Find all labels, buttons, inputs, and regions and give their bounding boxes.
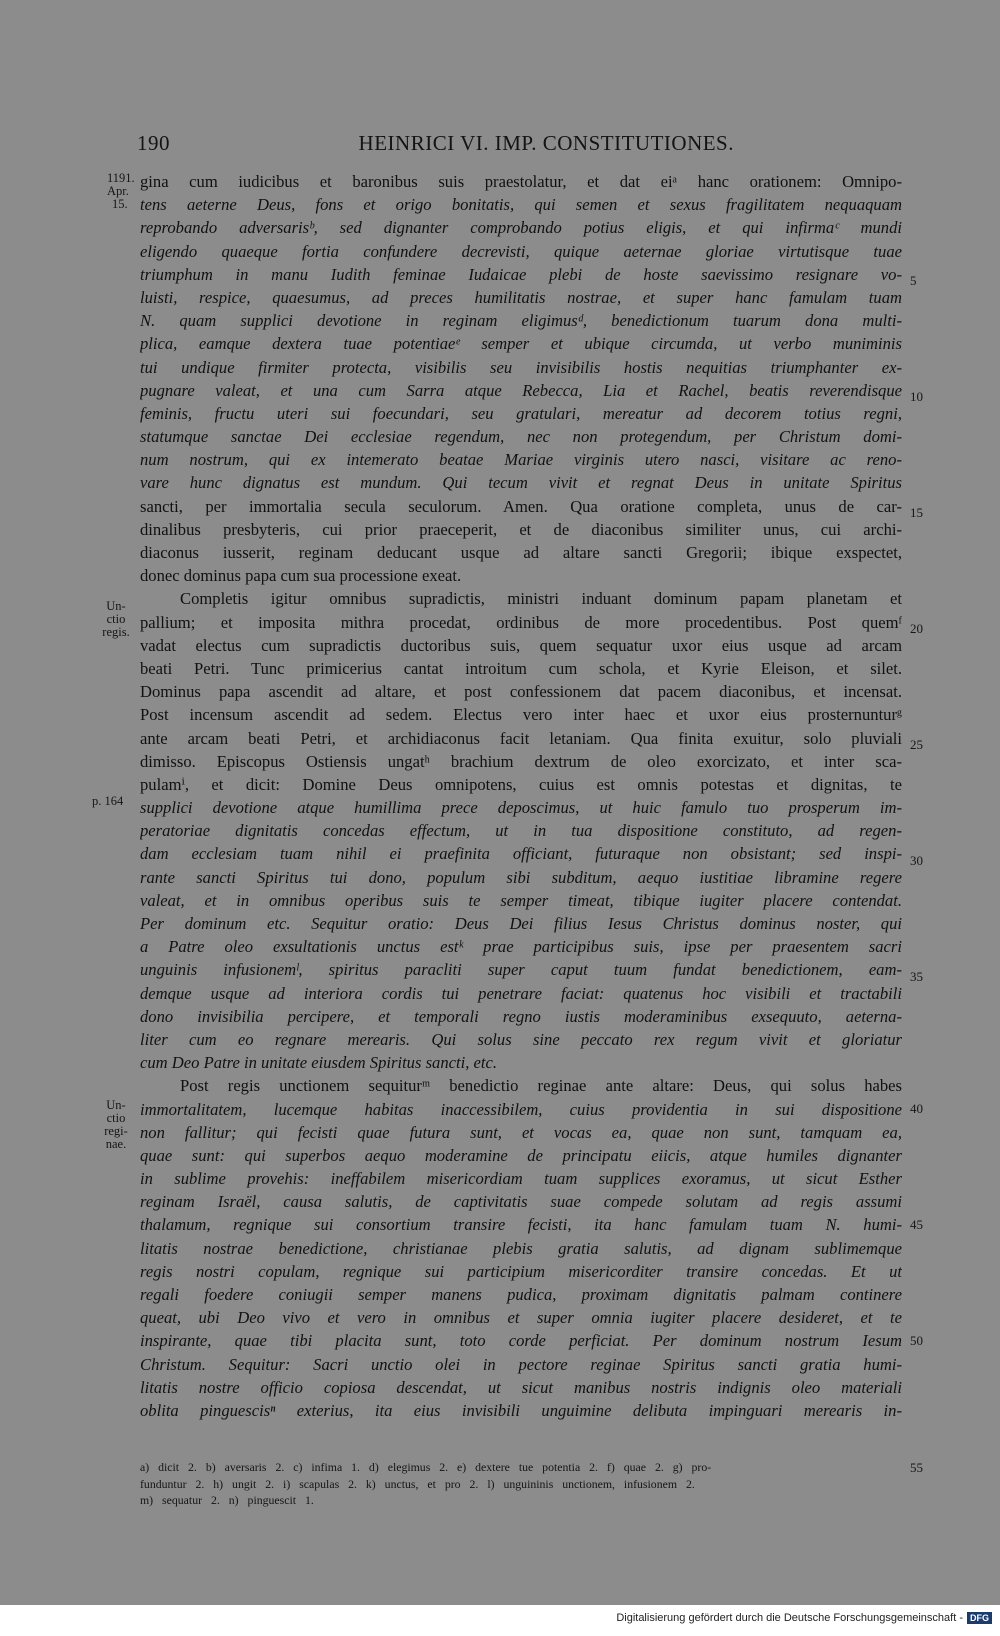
text-line: triumphum in manu Iudith feminae Iudaicae plebi de hoste saevissimo resignare vo- xyxy=(140,264,902,284)
line-number: 50 xyxy=(910,1333,923,1348)
text-line: eligendo quaeque fortia confundere decrevisti, quique aeternae gloriae virtutisque tuae xyxy=(140,241,902,261)
body-text xyxy=(140,170,902,1422)
margin-date-month: Apr. xyxy=(107,184,129,198)
text-line: sancti, per immortalia secula seculorum. Amen. Qua oratione completa, unus de car- xyxy=(140,496,902,516)
running-title: HEINRICI VI. IMP. CONSTITUTIONES. xyxy=(358,131,734,155)
text-line: thalamum, regnique sui consortium transire fecisti, ita hanc famulam tuam N. humi- xyxy=(140,1215,902,1235)
text-line: plica, eamque dextera tuae potentiaeᵉ semper et ubique circumda, ut verbo muniminis xyxy=(140,334,902,354)
text-line: reprobando adversarisᵇ, sed dignanter comprobando potius eligis, et qui infirmaᶜ mundi xyxy=(140,218,902,238)
text-line: gina cum iudicibus et baronibus suis praestolatur, et dat eiᵃ hanc orationem: Omnipo- xyxy=(140,172,902,191)
line-number: 15 xyxy=(910,505,923,520)
line-number: 20 xyxy=(910,621,923,636)
text-line: queat, ubi Deo vivo et vero in omnibus et super omnia iugiter placere desideret, et te xyxy=(140,1308,902,1328)
digitization-credit xyxy=(616,1612,992,1624)
text-line: non fallitur; qui fecisti quae futura sunt, et vocas ea, quae non sunt, tamquam ea, xyxy=(140,1122,902,1142)
text-line: dam ecclesiam tuam nihil ei praefinita officiant, futuraque non obsistant; sed inspi- xyxy=(140,844,902,864)
text-line: dimisso. Episcopus Ostiensis ungatʰ brachium dextrum de oleo exorcizato, et inter sca- xyxy=(140,751,902,771)
text-line: inspirante, quae tibi placita sunt, toto corde perficiat. Per dominum nostrum Iesum xyxy=(140,1331,902,1351)
text-line: luisti, respice, quaesumus, ad preces humilitatis nostrae, et super hanc famulam tuam xyxy=(140,287,902,307)
text-line: pugnare valeat, et una cum Sarra atque Rebecca, Lia et Rachel, beatis reverendisque xyxy=(140,380,902,400)
credit-text: Digitalisierung gefördert durch die Deutsche Forschungsgemeinschaft - xyxy=(616,1612,963,1624)
text-line: rante sancti Spiritus tui dono, populum sibi subditum, aequo iustitiae libramine regere xyxy=(140,867,902,887)
margin-unctio-regis-line: ctio xyxy=(106,612,126,626)
text-line: regali foedere coniugii semper manens pudica, proximam dignitatis palmam continere xyxy=(140,1285,902,1304)
margin-unctio-regis-line: regis. xyxy=(102,625,130,639)
text-line: donec dominus papa cum sua processione exeat. xyxy=(140,566,462,586)
text-line: valeat, et in omnibus operibus suis te semper timeat, tibique iugiter placere contendat. xyxy=(140,890,902,910)
margin-unctio-reginae-line: ctio xyxy=(106,1111,126,1125)
footnote-line: m) sequatur 2. n) pinguescit 1. xyxy=(140,1493,314,1507)
text-line: vare hunc dignatus est mundum. Qui tecum vivit et regnat Deus in unitate Spiritus xyxy=(140,473,902,493)
text-line: statumque sanctae Dei ecclesiae regendum, nec non protegendum, per Christum domi- xyxy=(140,427,902,447)
line-number: 35 xyxy=(910,969,923,984)
text-line: oblita pinguescisⁿ exterius, ita eius invisibili unguimine delibuta impinguari merearis in- xyxy=(140,1400,902,1420)
line-number: 5 xyxy=(910,273,917,288)
text-line: pulamⁱ, et dicit: Domine Deus omnipotens, cuius est omnis potestas et dignitas, te xyxy=(140,774,902,794)
line-number: 25 xyxy=(910,737,923,752)
text-line: quae sunt: qui superbos aequo moderamine de principatu eiicis, atque humiles dignanter xyxy=(140,1145,902,1165)
text-line: unguinis infusionemˡ, spiritus paracliti super caput tuum fundat benedictionem, eam- xyxy=(140,960,902,980)
text-line: ante arcam beati Petri, et archidiaconus facit letaniam. Qua finita exuitur, solo pluviali xyxy=(140,728,902,748)
text-line: Dominus papa ascendit ad altare, et post confessionem dat pacem diaconibus, et incensat. xyxy=(140,682,902,702)
text-line: litatis nostre officio copiosa descendat, ut sicut manibus nostris indignis oleo materiali xyxy=(140,1377,902,1397)
text-line: dinalibus presbyteris, cui prior praeceperit, et de diaconibus similiter unus, cui archi- xyxy=(140,519,902,539)
text-line: feminis, fructu uteri sui foecundari, seu gratulari, mereatur ad decorem totius regni, xyxy=(140,403,902,423)
text-line: immortalitatem, lucemque habitas inaccessibilem, cuius providentia in sui dispositione xyxy=(140,1099,902,1119)
margin-unctio-regis-line: Un- xyxy=(106,599,126,613)
dfg-logo: DFG xyxy=(967,1612,992,1624)
margin-unctio-reginae xyxy=(100,1099,132,1151)
text-line: tui undique firmiter protecta, visibilis seu invisibilis hostis nequitias triumphanter ex- xyxy=(140,357,902,377)
margin-date xyxy=(107,172,135,211)
text-line: tens aeterne Deus, fons et origo bonitatis, qui semen et sexus fragilitatem nequaquam xyxy=(140,195,902,215)
margin-unctio-reginae-line: regi- xyxy=(104,1124,128,1138)
page-header xyxy=(137,131,734,156)
text-line: demque usque ad interiora cordis tui penetrare faciat: quatenus hoc visibili et tractabili xyxy=(140,983,902,1003)
line-number: 10 xyxy=(910,389,923,404)
text-line: a Patre oleo exsultationis unctus estᵏ prae participibus suis, ipse per praesentem sacri xyxy=(140,937,902,957)
footnote-line: a) dicit 2. b) aversaris 2. c) infima 1. d) elegimus 2. e) dextere tue potentia 2. f) quae 2. g) pro- xyxy=(140,1460,712,1474)
text-line: num nostrum, qui ex intemerato beatae Mariae virginis utero nasci, visitare ac reno- xyxy=(140,450,902,470)
line-number: 45 xyxy=(910,1217,923,1232)
text-line: Post incensum ascendit ad sedem. Electus vero inter haec et uxor eius prosternunturᵍ xyxy=(140,705,902,725)
margin-unctio-reginae-line: nae. xyxy=(105,1137,127,1151)
footnote-line: funduntur 2. h) ungit 2. i) scapulas 2. k) unctus, et pro 2. l) unguininis unctionem, infusionem 2. xyxy=(140,1476,695,1491)
text-line: N. quam supplici devotione in reginam eligimusᵈ, benedictionum tuarum dona multi- xyxy=(140,311,902,331)
text-line: in sublime provehis: ineffabilem misericordiam tuam supplices exoramus, ut sicut Esther xyxy=(140,1169,902,1189)
line-number: 40 xyxy=(910,1101,923,1116)
text-line: peratoriae dignitatis concedas effectum, ut in tua dispositione constituto, ad regen- xyxy=(140,821,902,841)
text-line: cum Deo Patre in unitate eiusdem Spiritus sancti, etc. xyxy=(140,1053,498,1073)
line-number: 55 xyxy=(910,1460,923,1475)
text-line: Per dominum etc. Sequitur oratio: Deus Dei filius Iesus Christus dominus noster, qui xyxy=(140,914,902,933)
text-line: beati Petri. Tunc primicerius cantat introitum cum schola, et Kyrie Eleison, et silet. xyxy=(140,658,902,678)
text-line: diaconus iusserit, reginam deducant usque ad altare sancti Gregorii; ibique exspectet, xyxy=(140,543,902,562)
text-line: Post regis unctionem sequiturᵐ benedictio reginae ante altare: Deus, qui solus habes xyxy=(180,1076,902,1096)
margin-page-ref: p. 164 xyxy=(92,794,124,808)
footnotes xyxy=(140,1459,910,1509)
text-line: regis nostri copulam, regnique sui participium misericorditer transire concedas. Et ut xyxy=(140,1261,902,1281)
text-line: litatis nostrae benedictione, christianae plebis gratia salutis, ad dignam sublimemque xyxy=(140,1238,902,1258)
text-line: Completis igitur omnibus supradictis, ministri induant dominum papam planetam et xyxy=(180,589,902,609)
margin-date-day: 15. xyxy=(112,197,128,211)
text-line: Christum. Sequitur: Sacri unctio olei in pectore reginae Spiritus sancti gratia humi- xyxy=(140,1354,902,1374)
margin-date-year: 1191. xyxy=(107,171,135,185)
margin-unctio-reginae-line: Un- xyxy=(106,1098,126,1112)
text-line: pallium; et imposita mithra procedat, ordinibus de more procedentibus. Post quemᶠ xyxy=(140,612,902,632)
text-line: supplici devotione atque humillima prece deposcimus, ut huic famulo tuo prosperum im- xyxy=(140,798,902,818)
margin-unctio-regis xyxy=(100,600,132,639)
page-number: 190 xyxy=(137,131,170,155)
line-number: 30 xyxy=(910,853,923,868)
text-line: vadat electus cum supradictis ductoribus suis, quem sequatur uxor eius usque ad arcam xyxy=(140,635,902,655)
text-line: liter cum eo regnare merearis. Qui solus sine peccato rex regum vivit et gloriatur xyxy=(140,1029,902,1049)
text-line: dono invisibilia percipere, et temporali regno iustis moderaminibus exsequuto, aeterna- xyxy=(140,1006,902,1026)
text-line: reginam Israël, causa salutis, de captivitatis suae compede solutam ad regis assumi xyxy=(140,1192,902,1212)
